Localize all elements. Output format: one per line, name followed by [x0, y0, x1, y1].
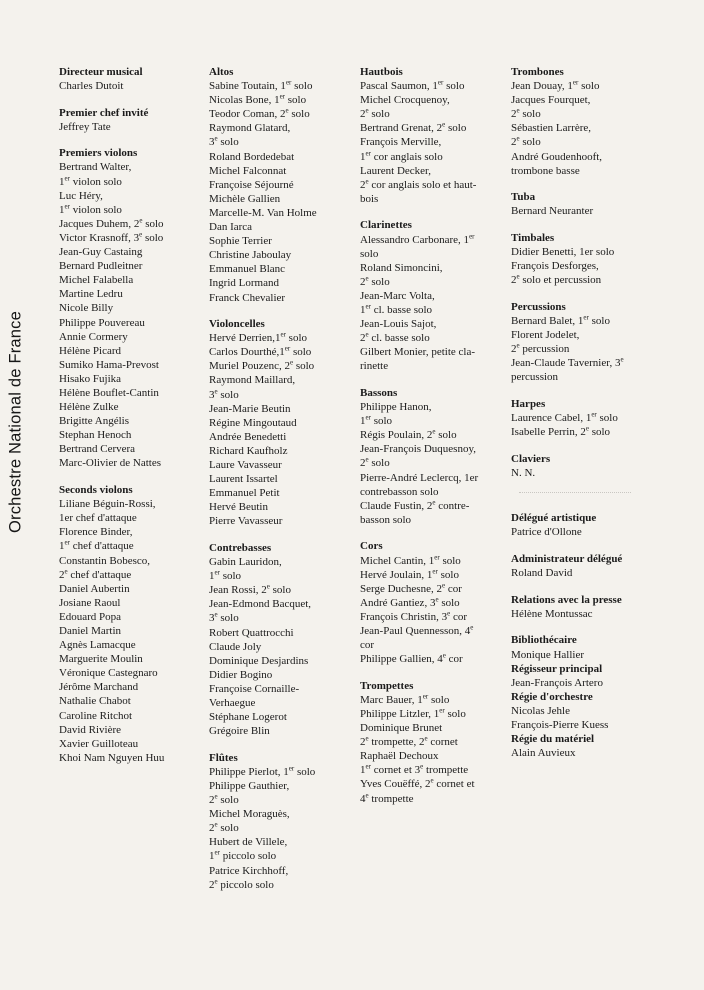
member-line: Hélène Bouflet-Cantin — [59, 386, 159, 399]
roster-column-2 — [209, 65, 354, 904]
section-heading: Percussions — [511, 300, 566, 313]
section-percussions — [511, 300, 663, 385]
member-line: 1er cornet et 3e trompette — [360, 762, 469, 777]
member-line: Stéphane Logerot — [209, 711, 287, 724]
member-line: Muriel Pouzenc, 2e solo — [209, 358, 315, 373]
member-line: Constantin Bobesco, — [59, 554, 151, 567]
member-line: Philippe Hanon, — [360, 401, 432, 414]
member-line: Brigitte Angélis — [59, 415, 129, 428]
side-title-text: Orchestre National de France — [6, 310, 25, 534]
member-line: Franck Chevalier — [209, 291, 286, 304]
section-timbales — [511, 231, 663, 287]
member-line: Florence Binder, — [59, 526, 133, 539]
section-heading: Seconds violons — [59, 484, 133, 497]
member-line: rinette — [360, 360, 389, 373]
member-line: Sumiko Hama-Prevost — [59, 358, 159, 371]
member-line: Jacques Duhem, 2e solo — [59, 216, 164, 230]
member-line: Charles Dutoit — [59, 80, 124, 93]
member-line: Raphaël Dechoux — [360, 750, 439, 763]
member-line: Patrice d'Ollone — [511, 526, 582, 539]
member-line: André Gantiez, 3e solo — [360, 595, 460, 609]
member-line: François Christin, 3e cor — [360, 609, 467, 623]
member-line: Hisako Fujika — [59, 372, 122, 385]
member-line: Bertrand Walter, — [59, 161, 132, 174]
section-premiers-violons — [59, 146, 204, 470]
member-line: Khoi Nam Nguyen Huu — [59, 751, 165, 764]
roster-column-3 — [360, 65, 505, 818]
member-line: Jacques Fourquet, — [511, 94, 591, 107]
member-line: Jean-Guy Castaing — [59, 246, 143, 259]
member-line: cor — [360, 639, 375, 652]
orchestra-side-title — [1, 310, 31, 534]
member-line: 2e trompette, 2e cornet — [360, 734, 458, 749]
section-premier-chef-invite — [59, 106, 204, 134]
section-clarinettes — [360, 218, 505, 373]
member-line: Bernard Pudleitner — [59, 260, 143, 273]
member-line: Ingrid Lormand — [209, 277, 279, 290]
member-line: Sébastien Larrère, — [511, 122, 592, 135]
member-line: Alessandro Carbonare, 1er — [360, 231, 475, 246]
section-heading: Altos — [209, 66, 234, 78]
member-line: bois — [360, 192, 379, 205]
section-delegue-artistique — [511, 511, 663, 539]
section-heading: Cors — [360, 540, 383, 553]
section-flutes — [209, 751, 354, 892]
section-heading: Régie du matériel — [511, 733, 595, 746]
member-line: Jean-Marie Beutin — [209, 402, 291, 415]
member-line: Jean-Claude Tavernier, 3e — [511, 355, 624, 370]
section-heading: Trombones — [511, 66, 564, 78]
member-line: Philippe Pierlot, 1er solo — [209, 764, 316, 778]
member-line: Pierre-André Leclercq, 1er — [360, 471, 479, 484]
member-line: André Goudenhooft, — [511, 150, 603, 163]
member-line: percussion — [511, 371, 559, 384]
member-line: Laurent Issartel — [209, 473, 278, 486]
member-line: 2e solo — [360, 106, 390, 121]
member-line: Robert Quattrocchi — [209, 626, 294, 639]
section-heading: Claviers — [511, 452, 551, 465]
member-line: Agnès Lamacque — [59, 639, 136, 652]
member-line: Roland David — [511, 567, 573, 580]
member-line: Jean-Louis Sajot, — [360, 318, 437, 331]
member-line: Xavier Guilloteau — [59, 737, 139, 750]
member-line: Josiane Raoul — [59, 596, 121, 609]
member-line: David Rivière — [59, 723, 122, 736]
member-line: Roland Simoncini, — [360, 261, 443, 274]
member-line: Pierre Vavasseur — [209, 515, 283, 528]
member-line: Dominique Desjardins — [209, 654, 309, 667]
member-line: Emmanuel Blanc — [209, 263, 286, 276]
member-line: 2e solo — [511, 106, 541, 121]
member-line: Philippe Litzler, 1er solo — [360, 706, 466, 720]
member-line: Michel Crocquenoy, — [360, 94, 450, 107]
member-line: Annie Cormery — [59, 330, 128, 343]
member-line: Michèle Gallien — [209, 192, 281, 205]
section-heading: Régisseur principal — [511, 662, 603, 675]
member-line: Jean-François Artero — [511, 676, 603, 689]
member-line: Marc-Olivier de Nattes — [59, 457, 162, 470]
section-harpes — [511, 397, 663, 439]
member-line: Jean Rossi, 2e solo — [209, 582, 291, 597]
member-line: 1er chef d'attaque — [59, 512, 137, 525]
member-line: Philippe Pouvereau — [59, 316, 145, 329]
member-line: Caroline Ritchot — [59, 709, 133, 722]
roster-column-4 — [511, 65, 663, 773]
member-line: Hélène Montussac — [511, 607, 593, 620]
member-line: Serge Duchesne, 2e cor — [360, 581, 462, 595]
member-line: Jean-Paul Quennesson, 4e — [360, 623, 474, 637]
member-line: Edouard Popa — [59, 610, 122, 623]
member-line: François-Pierre Kuess — [511, 718, 609, 731]
member-line: Verhaegue — [209, 697, 256, 710]
member-line: 3e solo — [209, 134, 239, 149]
member-line: Dan Iarca — [209, 221, 253, 234]
member-line: Nathalie Chabot — [59, 695, 131, 708]
member-line: 4e trompette — [360, 790, 414, 805]
member-line: contrebasson solo — [360, 485, 439, 498]
section-heading: Flûtes — [209, 751, 238, 764]
member-line: 2e solo — [360, 274, 390, 288]
member-line: Hervé Beutin — [209, 501, 268, 514]
section-heading: Administrateur délégué — [511, 553, 623, 566]
section-administrateur-delegue — [511, 552, 663, 580]
section-altos — [209, 65, 354, 305]
member-line: Raymond Glatard, — [209, 122, 291, 135]
member-line: 2e chef d'attaque — [59, 566, 132, 581]
section-heading: Régie d'orchestre — [511, 690, 593, 703]
member-line: 2e solo — [360, 455, 390, 470]
member-line: 1er violon solo — [59, 173, 122, 188]
member-line: 3e solo — [209, 610, 239, 625]
section-bassons — [360, 386, 505, 527]
section-heading: Bassons — [360, 386, 398, 399]
section-cors — [360, 539, 505, 666]
member-line: Daniel Martin — [59, 624, 122, 637]
section-hautbois — [360, 65, 505, 206]
section-tuba — [511, 190, 663, 218]
member-line: Gilbert Monier, petite cla- — [360, 346, 476, 359]
member-line: 2e piccolo solo — [209, 877, 274, 891]
member-line: Grégoire Blin — [209, 725, 270, 738]
member-line: Didier Benetti, 1er solo — [511, 246, 615, 259]
member-line: 2e solo — [209, 820, 239, 835]
section-heading: Directeur musical — [59, 66, 143, 78]
member-line: Claude Joly — [209, 640, 262, 653]
member-line: François Desforges, — [511, 260, 599, 273]
member-line: 3e solo — [209, 386, 239, 401]
section-heading: Contrebasses — [209, 542, 272, 554]
member-line: Hubert de Villele, — [209, 836, 288, 849]
member-line: Monique Hallier — [511, 648, 585, 661]
member-line: Dominique Brunet — [360, 722, 443, 735]
section-heading: Relations avec la presse — [511, 593, 622, 606]
member-line: Didier Bogino — [209, 668, 273, 681]
section-heading: Timbales — [511, 231, 555, 244]
member-line: 2e cl. basse solo — [360, 330, 430, 345]
member-line: Françoise Séjourné — [209, 178, 294, 191]
member-line: Françoise Cornaille- — [209, 682, 300, 695]
section-heading: Bibliothécaire — [511, 634, 577, 647]
section-relations-avec-la-presse — [511, 593, 663, 621]
member-line: Victor Krasnoff, 3e solo — [59, 230, 164, 244]
member-line: Patrice Kirchhoff, — [209, 864, 289, 877]
member-line: Sophie Terrier — [209, 235, 272, 248]
section-divider — [519, 492, 631, 493]
member-line: Michel Falabella — [59, 274, 134, 287]
member-line: Philippe Gallien, 4e cor — [360, 651, 463, 666]
member-line: N. N. — [511, 466, 536, 479]
member-line: Nicolas Jehle — [511, 704, 570, 717]
member-line: Jean-François Duquesnoy, — [360, 443, 476, 456]
section-heading: Trompettes — [360, 679, 414, 692]
member-line: Christine Jaboulay — [209, 249, 292, 262]
member-line: basson solo — [360, 513, 412, 526]
member-line: Sabine Toutain, 1er solo — [209, 78, 313, 93]
member-line: Marcelle-M. Van Holme — [209, 206, 317, 219]
member-line: 1er solo — [209, 568, 242, 583]
member-line: Nicolas Bone, 1er solo — [209, 92, 307, 107]
member-line: 2e percussion — [511, 341, 570, 356]
member-line: 1er violon solo — [59, 202, 122, 216]
member-line: Jean Douay, 1er solo — [511, 78, 600, 93]
member-line: Carlos Dourthé,1er solo — [209, 344, 312, 359]
member-line: Régis Poulain, 2e solo — [360, 427, 457, 442]
member-line: Michel Cantin, 1er solo — [360, 552, 461, 567]
member-line: 1er solo — [360, 413, 393, 428]
member-line: 2e solo et percussion — [511, 272, 602, 287]
member-line: Hélène Zulke — [59, 401, 119, 414]
member-line: Laure Vavasseur — [209, 459, 282, 472]
member-line: Jean-Edmond Bacquet, — [209, 598, 312, 611]
member-line: Véronique Castegnaro — [59, 667, 158, 680]
member-line: Hervé Joulain, 1er solo — [360, 566, 459, 581]
member-line: 1er cl. basse solo — [360, 302, 433, 316]
section-seconds-violons — [59, 483, 204, 765]
member-line: 2e solo — [209, 792, 239, 807]
member-line: 2e solo — [511, 134, 541, 149]
member-line: Laurence Cabel, 1er solo — [511, 410, 618, 424]
member-line: Bernard Neuranter — [511, 205, 594, 218]
member-line: Gabin Lauridon, — [209, 556, 282, 569]
member-line: Martine Ledru — [59, 288, 123, 301]
member-line: Raymond Maillard, — [209, 374, 296, 387]
member-line: Florent Jodelet, — [511, 329, 580, 341]
section-trombones — [511, 65, 663, 178]
section-heading: Délégué artistique — [511, 512, 597, 525]
member-line: Emmanuel Petit — [209, 487, 280, 500]
member-line: solo — [360, 247, 379, 260]
section-heading: Tuba — [511, 191, 536, 204]
section-regie-du-materiel — [511, 732, 663, 760]
member-line: Isabelle Perrin, 2e solo — [511, 424, 611, 439]
member-line: Bernard Balet, 1er solo — [511, 313, 610, 327]
member-line: Daniel Aubertin — [59, 582, 130, 595]
member-line: Claude Fustin, 2e contre- — [360, 498, 470, 512]
member-line: Marc Bauer, 1er solo — [360, 692, 450, 706]
member-line: Roland Bordedebat — [209, 150, 295, 163]
roster-column-1 — [59, 65, 204, 777]
section-heading: Harpes — [511, 397, 546, 410]
section-heading: Hautbois — [360, 66, 403, 78]
member-line: Philippe Gauthier, — [209, 780, 290, 792]
member-line: 1er chef d'attaque — [59, 538, 134, 553]
section-directeur-musical — [59, 65, 204, 93]
member-line: Alain Auvieux — [511, 747, 576, 760]
member-line: Pascal Saumon, 1er solo — [360, 78, 465, 93]
member-line: Michel Moraguès, — [209, 808, 290, 821]
section-contrebasses — [209, 541, 354, 738]
section-claviers — [511, 452, 663, 480]
section-heading: Violoncelles — [209, 318, 265, 331]
member-line: Bertrand Cervera — [59, 443, 136, 456]
member-line: Richard Kaufholz — [209, 444, 288, 457]
member-line: Teodor Coman, 2e solo — [209, 106, 310, 121]
section-regie-d-orchestre — [511, 690, 663, 732]
section-heading: Premiers violons — [59, 147, 138, 160]
member-line: Andrée Benedetti — [209, 430, 287, 443]
member-line: Laurent Decker, — [360, 164, 432, 177]
section-heading: Premier chef invité — [59, 106, 149, 119]
member-line: 1er piccolo solo — [209, 848, 277, 863]
member-line: Bertrand Grenat, 2e solo — [360, 120, 467, 135]
member-line: Hervé Derrien,1er solo — [209, 330, 308, 345]
member-line: Régine Mingoutaud — [209, 416, 297, 429]
member-line: Michel Falconnat — [209, 164, 287, 177]
section-heading: Clarinettes — [360, 219, 412, 232]
member-line: Liliane Béguin-Rossi, — [59, 498, 156, 511]
member-line: Jérôme Marchand — [59, 681, 139, 694]
member-line: 1er cor anglais solo — [360, 148, 443, 163]
member-line: Marguerite Moulin — [59, 653, 143, 666]
member-line: Stephan Henoch — [59, 429, 132, 442]
section-violoncelles — [209, 317, 354, 528]
member-line: Luc Héry, — [59, 189, 103, 202]
member-line: Yves Couëffé, 2e cornet et — [360, 776, 475, 791]
member-line: Jean-Marc Volta, — [360, 289, 435, 302]
member-line: Jeffrey Tate — [59, 120, 111, 133]
member-line: François Merville, — [360, 136, 442, 149]
member-line: 2e cor anglais solo et haut- — [360, 177, 477, 191]
member-line: trombone basse — [511, 164, 580, 177]
section-regisseur-principal — [511, 662, 663, 690]
section-trompettes — [360, 679, 505, 806]
member-line: Hélène Picard — [59, 344, 121, 357]
member-line: Nicole Billy — [59, 302, 114, 315]
section-bibliothecaire — [511, 633, 663, 661]
